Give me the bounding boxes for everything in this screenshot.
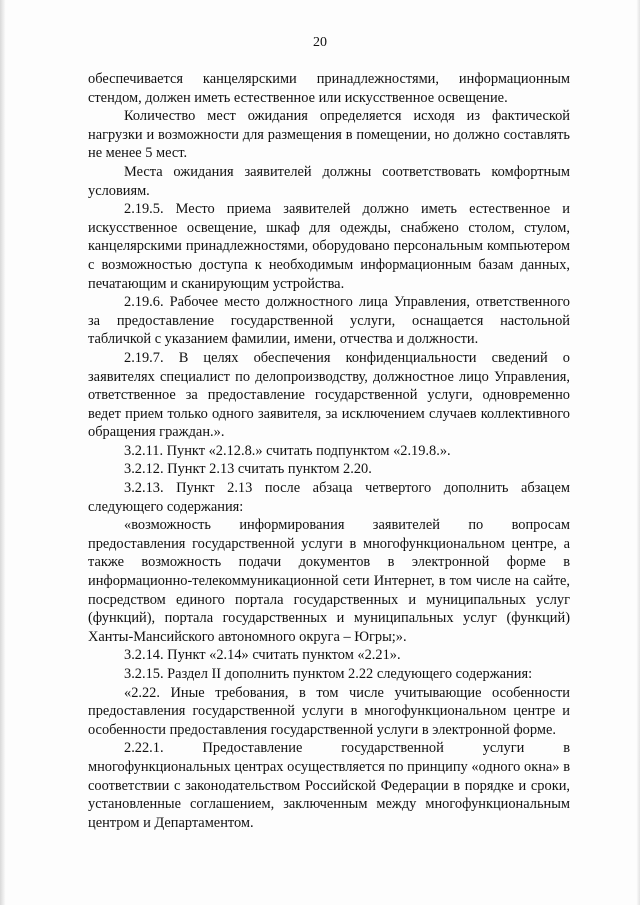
paragraph: 3.2.14. Пункт «2.14» считать пунктом «2.21».	[124, 647, 401, 664]
paragraph: Количество мест ожидания определяется исходя из фактической нагрузки и возможности для размещения в помещении, но должно составлять не менее 5 мест.	[88, 108, 570, 162]
paragraph: 3.2.13. Пункт 2.13 после абзаца четвертого дополнить абзацем следующего содержания:	[88, 480, 570, 515]
paragraph: 3.2.11. Пункт «2.12.8.» считать подпунктом «2.19.8.».	[124, 442, 451, 459]
page-right-edge	[636, 0, 640, 905]
paragraph: 2.19.5. Место приема заявителей должно иметь естественное и искусственное освещение, шкаф для одежды, снабжено столом, стулом, канцелярскими принадлежностями, оборудовано персональным компьютером с возможностью доступа к необходимым информационным базам данных, печатающим и сканирующим устройства.	[88, 201, 570, 292]
paragraph: 3.2.12. Пункт 2.13 считать пунктом 2.20.	[124, 461, 372, 478]
paragraph: Места ожидания заявителей должны соответствовать комфортным условиям.	[88, 163, 570, 199]
paragraph: 3.2.15. Раздел II дополнить пунктом 2.22 следующего содержания:	[124, 666, 533, 682]
paragraph: «возможность информирования заявителей по вопросам предоставления государственной услуги в многофункциональном центре, а также возможность подачи документов в электронной форме в информационно-телекоммуникационной сети Интернет, в том числе на сайте, посредством единого портала государственных и муниципальных услуг (функций), портала государственных и муниципальных услуг (функций) Ханты-Мансийского автономного округа – Югры;».	[88, 517, 570, 645]
page-number: 20	[313, 35, 327, 50]
paragraph: обеспечивается канцелярскими принадлежностями, информационным стендом, должен иметь естественное или искусственное освещение.	[88, 71, 570, 106]
paragraph: 2.22.1. Предоставление государственной услуги в многофункциональных центрах осуществляется по принципу «одного окна» в соответствии с законодательством Российской Федерации в порядке и сроки, установленные соглашением, заключенным между многофункциональным центром и Департаментом.	[88, 740, 570, 831]
paragraph: 2.19.6. Рабочее место должностного лица Управления, ответственного за предоставление государственной услуги, оснащается настольной табличкой с указанием фамилии, имени, отчества и должности.	[88, 294, 570, 348]
paragraph: 2.19.7. В целях обеспечения конфиденциальности сведений о заявителях специалист по делопроизводству, должностное лицо Управления, ответственное за предоставление государственной услуги, одновременно ведет прием только одного заявителя, за исключением случаев коллективного обращения граждан.».	[88, 349, 570, 441]
page-left-edge	[0, 0, 6, 905]
paragraph: «2.22. Иные требования, в том числе учитывающие особенности предоставления государственной услуги в многофункциональном центре и особенности предоставления государственной услуги в электронной форме.	[88, 684, 570, 738]
document-body	[88, 70, 570, 832]
